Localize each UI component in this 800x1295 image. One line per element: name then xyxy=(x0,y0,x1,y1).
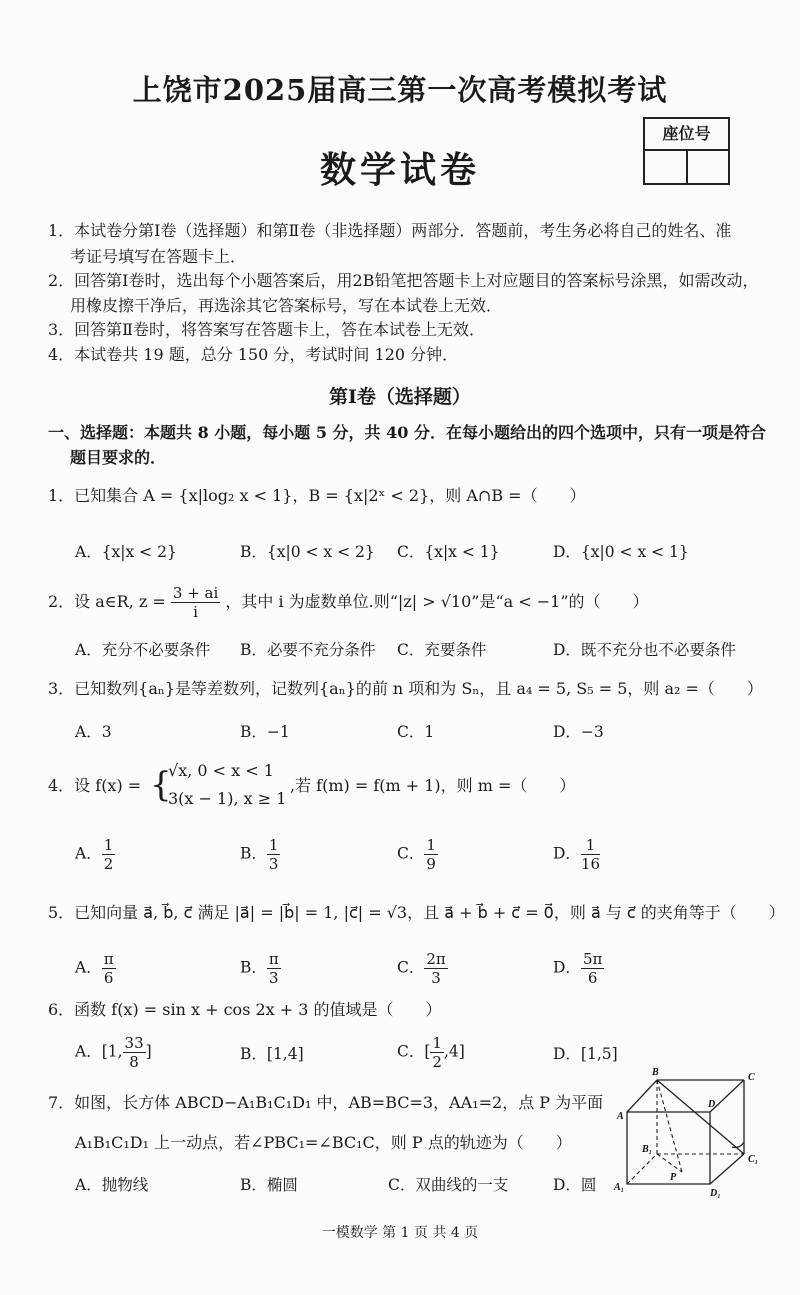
q6-a-fraction xyxy=(123,1034,146,1071)
page-footer: 一模数学 第 1 页 共 4 页 xyxy=(321,1225,479,1241)
q1-option-b: B．{x|0 < x < 2} xyxy=(240,543,375,561)
q5-option-c-label: C． xyxy=(397,958,425,977)
q6-option-a xyxy=(75,1034,152,1071)
q5-b-den: 3 xyxy=(269,969,279,987)
label-C: C xyxy=(748,1072,755,1083)
q5-d-num: 5π xyxy=(582,950,603,968)
q7-option-d: D．圆 xyxy=(553,1176,597,1194)
q5-option-b-value xyxy=(267,950,281,987)
cuboid-figure xyxy=(612,1062,772,1202)
q6-a-num: 33 xyxy=(124,1034,144,1052)
instruction-1: 1．本试卷分第Ⅰ卷（选择题）和第Ⅱ卷（非选择题）两部分．答题前，考生务必将自己的姓名、准 xyxy=(48,221,732,240)
q1-option-c: C．{x|x < 1} xyxy=(397,543,500,561)
q5-option-a-value xyxy=(102,950,116,987)
q5-a-den: 6 xyxy=(103,969,114,987)
q5-b-num: π xyxy=(268,950,279,968)
q2-option-c: C．充要条件 xyxy=(397,641,487,659)
q3-option-d: D．−3 xyxy=(553,723,604,741)
instruction-1-cont: 考证号填写在答题卡上． xyxy=(70,247,247,266)
q2-option-d: D．既不充分也不必要条件 xyxy=(553,641,736,659)
q3-option-a: A．3 xyxy=(75,723,112,741)
q5-option-c xyxy=(397,950,448,987)
subject-title: 数学试卷 xyxy=(319,149,480,191)
part-intro: 一、选择题：本题共 8 小题，每小题 5 分，共 40 分．在每小题给出的四个选项中，只有一项是符合 xyxy=(48,423,766,442)
seat-number-label: 座位号 xyxy=(645,119,728,151)
q5-option-d-value xyxy=(581,950,604,987)
q6-c-den: 2 xyxy=(432,1053,442,1071)
label-D: D xyxy=(708,1099,716,1110)
q6-option-d: D．[1,5] xyxy=(553,1045,618,1063)
instruction-3: 3．回答第Ⅱ卷时，将答案写在答题卡上，答在本试卷上无效． xyxy=(48,320,486,339)
q6-c-prefix: C．[ xyxy=(397,1042,431,1061)
q4-option-d-value xyxy=(581,836,600,873)
q4-c-den: 9 xyxy=(426,855,436,873)
label-C1: C₁ xyxy=(748,1154,759,1165)
q3-option-c: C．1 xyxy=(397,723,435,741)
q4-option-c xyxy=(397,836,438,873)
seat-cell-2 xyxy=(688,151,729,183)
q1-option-d: D．{x|0 < x < 1} xyxy=(553,543,689,561)
q4-case-1: √x, 0 < x < 1 xyxy=(168,761,274,780)
q7-stem-1: 7．如图，长方体 ABCD−A₁B₁C₁D₁ 中，AB=BC=3，AA₁=2，点 P 为平面 xyxy=(48,1093,604,1112)
q5-option-c-value xyxy=(424,950,447,987)
q2-fraction xyxy=(171,584,220,621)
q5-stem: 5．已知向量 a⃗, b⃗, c⃗ 满足 |a⃗| = |b⃗| = 1, |c⃗| = √3，且 a⃗ + b⃗ + c⃗ = 0⃗，则 a⃗ 与 c⃗ 的夹角等于（ ） xyxy=(48,903,785,922)
q5-option-b-label: B． xyxy=(240,958,267,977)
q5-option-a xyxy=(75,950,116,987)
q4-option-a-label: A． xyxy=(75,844,102,863)
q4-option-b-value xyxy=(267,836,281,873)
q4-d-den: 16 xyxy=(580,855,601,873)
q4-case-2: 3(x − 1), x ≥ 1 xyxy=(168,789,287,808)
q2-stem-prefix: 2．设 a∈R, z = xyxy=(48,592,166,611)
section-title: 第Ⅰ卷（选择题） xyxy=(329,386,471,408)
q4-brace: { xyxy=(150,765,172,805)
label-P: P xyxy=(670,1172,677,1183)
q4-stem-suffix: ,若 f(m) = f(m + 1)，则 m =（ ） xyxy=(290,776,576,795)
q6-c-fraction xyxy=(430,1034,444,1071)
q2-fraction-numerator: 3 + ai xyxy=(172,584,219,602)
q5-c-den: 3 xyxy=(431,969,441,987)
label-B: B xyxy=(652,1067,659,1078)
q4-b-num: 1 xyxy=(268,836,279,854)
exam-title: 上饶市2025届高三第一次高考模拟考试 xyxy=(132,73,668,107)
instruction-4: 4．本试卷共 19 题，总分 150 分，考试时间 120 分钟． xyxy=(48,345,459,364)
q2-fraction-denominator: i xyxy=(193,603,198,621)
q4-option-a xyxy=(75,836,115,873)
label-B1: B₁ xyxy=(642,1144,653,1155)
segment-BC1 xyxy=(657,1080,744,1154)
q6-c-num: 1 xyxy=(432,1034,442,1052)
q5-d-den: 6 xyxy=(587,969,598,987)
q2-stem xyxy=(48,584,649,621)
q6-option-c xyxy=(397,1034,465,1071)
q4-c-num: 1 xyxy=(426,836,436,854)
q7-option-a: A．抛物线 xyxy=(75,1176,149,1194)
q4-d-num: 1 xyxy=(581,836,600,855)
seat-number-box xyxy=(643,117,730,185)
q7-stem-2: A₁B₁C₁D₁ 上一动点，若∠PBC₁=∠BC₁C，则 P 点的轨迹为（ ） xyxy=(75,1133,572,1152)
q4-option-b xyxy=(240,836,280,873)
part-intro-cont: 题目要求的． xyxy=(70,448,167,467)
q5-a-num: π xyxy=(103,950,114,968)
q4-a-num: 1 xyxy=(103,836,114,854)
q5-c-num: 2π xyxy=(426,950,446,968)
edge-D1C1 xyxy=(710,1154,744,1184)
q6-stem: 6．函数 f(x) = sin x + cos 2x + 3 的值域是（ ） xyxy=(48,1000,442,1019)
instruction-2-cont: 用橡皮擦干净后，再选涂其它答案标号，写在本试卷上无效． xyxy=(70,296,503,315)
q3-stem: 3．已知数列{aₙ}是等差数列，记数列{aₙ}的前 n 项和为 Sₙ，且 a₄ = 5, S₅ = 5，则 a₂ =（ ） xyxy=(48,679,763,698)
q6-a-suffix: ] xyxy=(145,1042,152,1061)
label-A1: A₁ xyxy=(614,1182,625,1193)
q6-a-prefix: A．[1, xyxy=(75,1042,123,1061)
q5-option-a-label: A． xyxy=(75,958,102,977)
q4-option-c-label: C． xyxy=(397,844,425,863)
q7-option-b: B．椭圆 xyxy=(240,1176,298,1194)
q6-a-den: 8 xyxy=(129,1053,139,1071)
q4-option-b-label: B． xyxy=(240,844,267,863)
label-A: A xyxy=(617,1111,624,1122)
q2-stem-suffix: ，其中 i 为虚数单位.则“|z| > √10”是“a < −1”的（ ） xyxy=(225,592,649,611)
q4-option-d xyxy=(553,836,600,873)
edge-AB xyxy=(627,1080,657,1112)
q6-c-suffix: ,4] xyxy=(443,1042,465,1061)
q5-option-b xyxy=(240,950,281,987)
q4-stem-prefix: 4．设 f(x) = xyxy=(48,776,142,795)
q1-stem: 1．已知集合 A = {x|log₂ x < 1}，B = {x|2ˣ < 2}，则 A∩B =（ ） xyxy=(48,486,586,505)
q3-option-b: B．−1 xyxy=(240,723,290,741)
segment-BP xyxy=(657,1080,682,1172)
q2-option-b: B．必要不充分条件 xyxy=(240,641,376,659)
q5-option-d-label: D． xyxy=(553,958,581,977)
q4-option-d-label: D． xyxy=(553,844,581,863)
q6-option-b: B．[1,4] xyxy=(240,1045,304,1063)
q2-option-a: A．充分不必要条件 xyxy=(75,641,211,659)
seat-cell-1 xyxy=(645,151,688,183)
q7-option-c: C．双曲线的一支 xyxy=(388,1176,509,1194)
label-D1: D₁ xyxy=(710,1188,721,1199)
q4-a-den: 2 xyxy=(103,855,114,873)
hidden-edge-A1B1 xyxy=(627,1154,657,1184)
q1-option-a: A．{x|x < 2} xyxy=(75,543,177,561)
q4-b-den: 3 xyxy=(268,855,279,873)
q4-option-c-value xyxy=(424,836,438,873)
q4-option-a-value xyxy=(102,836,116,873)
instruction-2: 2．回答第Ⅰ卷时，选出每个小题答案后，用2B铅笔把答题卡上对应题目的答案标号涂黑，如需改动， xyxy=(48,271,759,290)
q5-option-d xyxy=(553,950,604,987)
